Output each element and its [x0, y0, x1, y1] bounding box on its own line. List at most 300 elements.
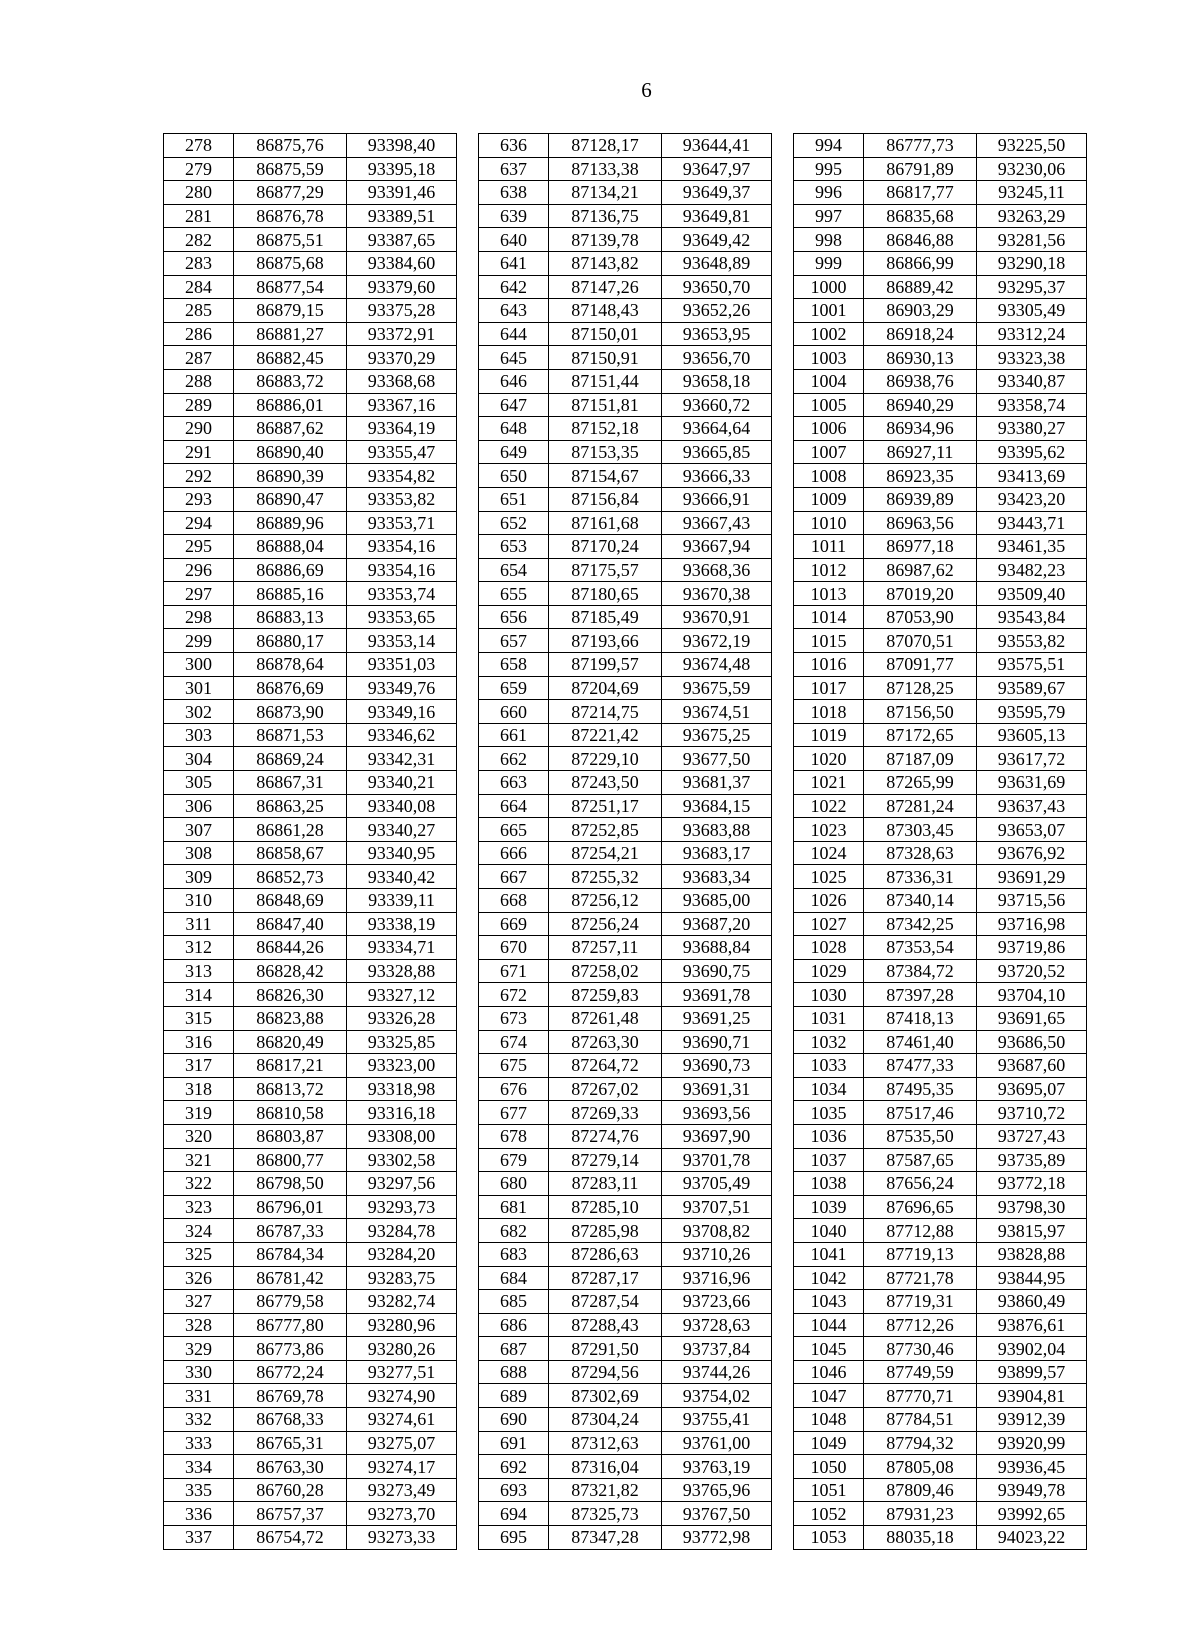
- table-row: [164, 700, 1087, 724]
- y-coordinate-cell: 93715,56: [977, 889, 1087, 913]
- x-coordinate-cell: 86869,24: [234, 747, 347, 771]
- column-gap: [457, 204, 479, 228]
- table-row: [164, 1455, 1087, 1479]
- x-coordinate-cell: 87304,24: [549, 1408, 662, 1432]
- column-gap: [457, 1242, 479, 1266]
- point-number-cell: 675: [479, 1054, 549, 1078]
- point-number-cell: 333: [164, 1431, 234, 1455]
- x-coordinate-cell: 86963,56: [864, 511, 977, 535]
- x-coordinate-cell: 87730,46: [864, 1337, 977, 1361]
- y-coordinate-cell: 93904,81: [977, 1384, 1087, 1408]
- x-coordinate-cell: 87794,32: [864, 1431, 977, 1455]
- y-coordinate-cell: 93338,19: [347, 912, 457, 936]
- point-number-cell: 647: [479, 393, 549, 417]
- table-row: [164, 134, 1087, 158]
- y-coordinate-cell: 93398,40: [347, 134, 457, 158]
- point-number-cell: 653: [479, 535, 549, 559]
- column-gap: [457, 747, 479, 771]
- point-number-cell: 1043: [794, 1290, 864, 1314]
- column-gap: [772, 322, 794, 346]
- column-gap: [772, 346, 794, 370]
- column-gap: [772, 912, 794, 936]
- point-number-cell: 286: [164, 322, 234, 346]
- x-coordinate-cell: 86890,40: [234, 440, 347, 464]
- table-row: [164, 889, 1087, 913]
- point-number-cell: 315: [164, 1006, 234, 1030]
- y-coordinate-cell: 93334,71: [347, 936, 457, 960]
- y-coordinate-cell: 93379,60: [347, 275, 457, 299]
- column-gap: [772, 653, 794, 677]
- table-row: [164, 1526, 1087, 1550]
- point-number-cell: 1023: [794, 818, 864, 842]
- y-coordinate-cell: 93691,78: [662, 983, 772, 1007]
- column-gap: [772, 1502, 794, 1526]
- y-coordinate-cell: 93660,72: [662, 393, 772, 417]
- y-coordinate-cell: 93653,95: [662, 322, 772, 346]
- column-gap: [772, 889, 794, 913]
- y-coordinate-cell: 93649,81: [662, 204, 772, 228]
- point-number-cell: 998: [794, 228, 864, 252]
- y-coordinate-cell: 93395,18: [347, 157, 457, 181]
- point-number-cell: 330: [164, 1360, 234, 1384]
- y-coordinate-cell: 93274,61: [347, 1408, 457, 1432]
- table-row: [164, 1219, 1087, 1243]
- column-gap: [772, 1054, 794, 1078]
- column-gap: [772, 582, 794, 606]
- table-row: [164, 1408, 1087, 1432]
- point-number-cell: 680: [479, 1172, 549, 1196]
- y-coordinate-cell: 93295,37: [977, 275, 1087, 299]
- column-gap: [457, 1360, 479, 1384]
- y-coordinate-cell: 93353,65: [347, 605, 457, 629]
- y-coordinate-cell: 93280,96: [347, 1313, 457, 1337]
- point-number-cell: 312: [164, 936, 234, 960]
- y-coordinate-cell: 93949,78: [977, 1478, 1087, 1502]
- y-coordinate-cell: 93443,71: [977, 511, 1087, 535]
- point-number-cell: 1010: [794, 511, 864, 535]
- point-number-cell: 662: [479, 747, 549, 771]
- table-row: [164, 1478, 1087, 1502]
- y-coordinate-cell: 93275,07: [347, 1431, 457, 1455]
- x-coordinate-cell: 87495,35: [864, 1077, 977, 1101]
- point-number-cell: 1032: [794, 1030, 864, 1054]
- y-coordinate-cell: 93323,38: [977, 346, 1087, 370]
- column-gap: [772, 605, 794, 629]
- y-coordinate-cell: 93649,42: [662, 228, 772, 252]
- y-coordinate-cell: 93992,65: [977, 1502, 1087, 1526]
- column-gap: [457, 1478, 479, 1502]
- x-coordinate-cell: 86826,30: [234, 983, 347, 1007]
- column-gap: [772, 1384, 794, 1408]
- y-coordinate-cell: 93688,84: [662, 936, 772, 960]
- point-number-cell: 1014: [794, 605, 864, 629]
- x-coordinate-cell: 87712,88: [864, 1219, 977, 1243]
- y-coordinate-cell: 93575,51: [977, 653, 1087, 677]
- column-gap: [772, 511, 794, 535]
- column-gap: [457, 1526, 479, 1550]
- y-coordinate-cell: 93720,52: [977, 959, 1087, 983]
- x-coordinate-cell: 87134,21: [549, 181, 662, 205]
- point-number-cell: 679: [479, 1148, 549, 1172]
- y-coordinate-cell: 93844,95: [977, 1266, 1087, 1290]
- x-coordinate-cell: 87151,44: [549, 369, 662, 393]
- point-number-cell: 1037: [794, 1148, 864, 1172]
- column-gap: [457, 1455, 479, 1479]
- x-coordinate-cell: 86873,90: [234, 700, 347, 724]
- column-gap: [457, 1077, 479, 1101]
- point-number-cell: 295: [164, 535, 234, 559]
- column-gap: [772, 1337, 794, 1361]
- y-coordinate-cell: 93312,24: [977, 322, 1087, 346]
- column-gap: [457, 440, 479, 464]
- y-coordinate-cell: 93274,17: [347, 1455, 457, 1479]
- point-number-cell: 293: [164, 487, 234, 511]
- x-coordinate-cell: 87784,51: [864, 1408, 977, 1432]
- y-coordinate-cell: 93772,98: [662, 1526, 772, 1550]
- point-number-cell: 646: [479, 369, 549, 393]
- x-coordinate-cell: 87312,63: [549, 1431, 662, 1455]
- y-coordinate-cell: 93354,82: [347, 464, 457, 488]
- x-coordinate-cell: 87285,10: [549, 1195, 662, 1219]
- y-coordinate-cell: 93828,88: [977, 1242, 1087, 1266]
- x-coordinate-cell: 86846,88: [864, 228, 977, 252]
- column-gap: [772, 936, 794, 960]
- y-coordinate-cell: 93716,98: [977, 912, 1087, 936]
- point-number-cell: 654: [479, 558, 549, 582]
- x-coordinate-cell: 86823,88: [234, 1006, 347, 1030]
- x-coordinate-cell: 86889,96: [234, 511, 347, 535]
- y-coordinate-cell: 93672,19: [662, 629, 772, 653]
- point-number-cell: 305: [164, 771, 234, 795]
- table-row: [164, 1077, 1087, 1101]
- x-coordinate-cell: 86773,86: [234, 1337, 347, 1361]
- x-coordinate-cell: 87302,69: [549, 1384, 662, 1408]
- column-gap: [772, 865, 794, 889]
- column-gap: [772, 1266, 794, 1290]
- point-number-cell: 1020: [794, 747, 864, 771]
- column-gap: [772, 629, 794, 653]
- table-row: [164, 582, 1087, 606]
- point-number-cell: 283: [164, 251, 234, 275]
- column-gap: [457, 558, 479, 582]
- x-coordinate-cell: 86760,28: [234, 1478, 347, 1502]
- y-coordinate-cell: 93697,90: [662, 1124, 772, 1148]
- y-coordinate-cell: 93509,40: [977, 582, 1087, 606]
- y-coordinate-cell: 93340,08: [347, 794, 457, 818]
- y-coordinate-cell: 93482,23: [977, 558, 1087, 582]
- point-number-cell: 694: [479, 1502, 549, 1526]
- y-coordinate-cell: 93767,50: [662, 1502, 772, 1526]
- x-coordinate-cell: 86754,72: [234, 1526, 347, 1550]
- point-number-cell: 1004: [794, 369, 864, 393]
- x-coordinate-cell: 87770,71: [864, 1384, 977, 1408]
- table-row: [164, 393, 1087, 417]
- point-number-cell: 660: [479, 700, 549, 724]
- column-gap: [772, 1101, 794, 1125]
- column-gap: [772, 1124, 794, 1148]
- x-coordinate-cell: 86820,49: [234, 1030, 347, 1054]
- point-number-cell: 669: [479, 912, 549, 936]
- x-coordinate-cell: 87269,33: [549, 1101, 662, 1125]
- x-coordinate-cell: 86875,59: [234, 157, 347, 181]
- x-coordinate-cell: 87281,24: [864, 794, 977, 818]
- point-number-cell: 1029: [794, 959, 864, 983]
- x-coordinate-cell: 87261,48: [549, 1006, 662, 1030]
- x-coordinate-cell: 87204,69: [549, 676, 662, 700]
- point-number-cell: 688: [479, 1360, 549, 1384]
- point-number-cell: 657: [479, 629, 549, 653]
- point-number-cell: 648: [479, 417, 549, 441]
- point-number-cell: 304: [164, 747, 234, 771]
- y-coordinate-cell: 93727,43: [977, 1124, 1087, 1148]
- y-coordinate-cell: 93670,38: [662, 582, 772, 606]
- y-coordinate-cell: 93666,91: [662, 487, 772, 511]
- x-coordinate-cell: 86852,73: [234, 865, 347, 889]
- table-row: [164, 676, 1087, 700]
- x-coordinate-cell: 86940,29: [864, 393, 977, 417]
- y-coordinate-cell: 93687,60: [977, 1054, 1087, 1078]
- y-coordinate-cell: 93305,49: [977, 299, 1087, 323]
- y-coordinate-cell: 93543,84: [977, 605, 1087, 629]
- column-gap: [772, 1195, 794, 1219]
- x-coordinate-cell: 87128,25: [864, 676, 977, 700]
- x-coordinate-cell: 87180,65: [549, 582, 662, 606]
- x-coordinate-cell: 87053,90: [864, 605, 977, 629]
- column-gap: [457, 275, 479, 299]
- x-coordinate-cell: 87279,14: [549, 1148, 662, 1172]
- column-gap: [457, 299, 479, 323]
- point-number-cell: 1017: [794, 676, 864, 700]
- table-row: [164, 228, 1087, 252]
- point-number-cell: 1013: [794, 582, 864, 606]
- y-coordinate-cell: 93701,78: [662, 1148, 772, 1172]
- point-number-cell: 677: [479, 1101, 549, 1125]
- point-number-cell: 331: [164, 1384, 234, 1408]
- column-gap: [457, 1290, 479, 1314]
- point-number-cell: 1008: [794, 464, 864, 488]
- point-number-cell: 1045: [794, 1337, 864, 1361]
- y-coordinate-cell: 93920,99: [977, 1431, 1087, 1455]
- column-gap: [772, 723, 794, 747]
- point-number-cell: 649: [479, 440, 549, 464]
- coordinates-table: [163, 133, 1087, 1550]
- point-number-cell: 676: [479, 1077, 549, 1101]
- point-number-cell: 311: [164, 912, 234, 936]
- y-coordinate-cell: 93358,74: [977, 393, 1087, 417]
- point-number-cell: 659: [479, 676, 549, 700]
- table-row: [164, 157, 1087, 181]
- y-coordinate-cell: 93342,31: [347, 747, 457, 771]
- x-coordinate-cell: 86871,53: [234, 723, 347, 747]
- point-number-cell: 1007: [794, 440, 864, 464]
- point-number-cell: 1009: [794, 487, 864, 511]
- y-coordinate-cell: 93605,13: [977, 723, 1087, 747]
- x-coordinate-cell: 86813,72: [234, 1077, 347, 1101]
- y-coordinate-cell: 93710,72: [977, 1101, 1087, 1125]
- point-number-cell: 278: [164, 134, 234, 158]
- x-coordinate-cell: 87696,65: [864, 1195, 977, 1219]
- y-coordinate-cell: 93735,89: [977, 1148, 1087, 1172]
- column-gap: [772, 1455, 794, 1479]
- point-number-cell: 638: [479, 181, 549, 205]
- x-coordinate-cell: 87185,49: [549, 605, 662, 629]
- point-number-cell: 1022: [794, 794, 864, 818]
- point-number-cell: 658: [479, 653, 549, 677]
- x-coordinate-cell: 87252,85: [549, 818, 662, 842]
- point-number-cell: 686: [479, 1313, 549, 1337]
- y-coordinate-cell: 93277,51: [347, 1360, 457, 1384]
- point-number-cell: 1046: [794, 1360, 864, 1384]
- point-number-cell: 1040: [794, 1219, 864, 1243]
- point-number-cell: 1048: [794, 1408, 864, 1432]
- point-number-cell: 294: [164, 511, 234, 535]
- y-coordinate-cell: 94023,22: [977, 1526, 1087, 1550]
- x-coordinate-cell: 86803,87: [234, 1124, 347, 1148]
- y-coordinate-cell: 93318,98: [347, 1077, 457, 1101]
- y-coordinate-cell: 93327,12: [347, 983, 457, 1007]
- x-coordinate-cell: 87154,67: [549, 464, 662, 488]
- x-coordinate-cell: 86847,40: [234, 912, 347, 936]
- y-coordinate-cell: 93328,88: [347, 959, 457, 983]
- point-number-cell: 644: [479, 322, 549, 346]
- y-coordinate-cell: 93290,18: [977, 251, 1087, 275]
- x-coordinate-cell: 86927,11: [864, 440, 977, 464]
- y-coordinate-cell: 93284,78: [347, 1219, 457, 1243]
- x-coordinate-cell: 87263,30: [549, 1030, 662, 1054]
- y-coordinate-cell: 93391,46: [347, 181, 457, 205]
- y-coordinate-cell: 93772,18: [977, 1172, 1087, 1196]
- x-coordinate-cell: 87256,24: [549, 912, 662, 936]
- y-coordinate-cell: 93340,42: [347, 865, 457, 889]
- column-gap: [457, 157, 479, 181]
- point-number-cell: 318: [164, 1077, 234, 1101]
- x-coordinate-cell: 86889,42: [864, 275, 977, 299]
- x-coordinate-cell: 86877,29: [234, 181, 347, 205]
- column-gap: [772, 818, 794, 842]
- x-coordinate-cell: 86886,01: [234, 393, 347, 417]
- point-number-cell: 1044: [794, 1313, 864, 1337]
- column-gap: [457, 1030, 479, 1054]
- point-number-cell: 280: [164, 181, 234, 205]
- y-coordinate-cell: 93302,58: [347, 1148, 457, 1172]
- x-coordinate-cell: 87712,26: [864, 1313, 977, 1337]
- y-coordinate-cell: 93691,25: [662, 1006, 772, 1030]
- x-coordinate-cell: 86903,29: [864, 299, 977, 323]
- column-gap: [772, 393, 794, 417]
- column-gap: [457, 511, 479, 535]
- column-gap: [457, 322, 479, 346]
- x-coordinate-cell: 86784,34: [234, 1242, 347, 1266]
- x-coordinate-cell: 86772,24: [234, 1360, 347, 1384]
- x-coordinate-cell: 87133,38: [549, 157, 662, 181]
- x-coordinate-cell: 87719,13: [864, 1242, 977, 1266]
- y-coordinate-cell: 93648,89: [662, 251, 772, 275]
- x-coordinate-cell: 86883,13: [234, 605, 347, 629]
- point-number-cell: 673: [479, 1006, 549, 1030]
- y-coordinate-cell: 93652,26: [662, 299, 772, 323]
- x-coordinate-cell: 86890,39: [234, 464, 347, 488]
- column-gap: [772, 369, 794, 393]
- x-coordinate-cell: 87340,14: [864, 889, 977, 913]
- point-number-cell: 651: [479, 487, 549, 511]
- x-coordinate-cell: 87283,11: [549, 1172, 662, 1196]
- x-coordinate-cell: 87148,43: [549, 299, 662, 323]
- column-gap: [457, 1172, 479, 1196]
- table-row: [164, 629, 1087, 653]
- y-coordinate-cell: 93389,51: [347, 204, 457, 228]
- x-coordinate-cell: 87274,76: [549, 1124, 662, 1148]
- y-coordinate-cell: 93685,00: [662, 889, 772, 913]
- column-gap: [772, 464, 794, 488]
- y-coordinate-cell: 93644,41: [662, 134, 772, 158]
- x-coordinate-cell: 86769,78: [234, 1384, 347, 1408]
- column-gap: [772, 134, 794, 158]
- column-gap: [772, 959, 794, 983]
- y-coordinate-cell: 93656,70: [662, 346, 772, 370]
- column-gap: [457, 417, 479, 441]
- column-gap: [772, 841, 794, 865]
- x-coordinate-cell: 87175,57: [549, 558, 662, 582]
- column-gap: [772, 1148, 794, 1172]
- x-coordinate-cell: 86879,15: [234, 299, 347, 323]
- column-gap: [772, 1408, 794, 1432]
- x-coordinate-cell: 87461,40: [864, 1030, 977, 1054]
- x-coordinate-cell: 87287,17: [549, 1266, 662, 1290]
- point-number-cell: 655: [479, 582, 549, 606]
- y-coordinate-cell: 93693,56: [662, 1101, 772, 1125]
- x-coordinate-cell: 86787,33: [234, 1219, 347, 1243]
- table-row: [164, 605, 1087, 629]
- x-coordinate-cell: 86796,01: [234, 1195, 347, 1219]
- x-coordinate-cell: 86798,50: [234, 1172, 347, 1196]
- x-coordinate-cell: 87243,50: [549, 771, 662, 795]
- column-gap: [772, 1313, 794, 1337]
- y-coordinate-cell: 93375,28: [347, 299, 457, 323]
- x-coordinate-cell: 86930,13: [864, 346, 977, 370]
- y-coordinate-cell: 93351,03: [347, 653, 457, 677]
- point-number-cell: 1053: [794, 1526, 864, 1550]
- point-number-cell: 994: [794, 134, 864, 158]
- x-coordinate-cell: 86875,51: [234, 228, 347, 252]
- y-coordinate-cell: 93353,74: [347, 582, 457, 606]
- column-gap: [457, 912, 479, 936]
- y-coordinate-cell: 93674,48: [662, 653, 772, 677]
- y-coordinate-cell: 93683,88: [662, 818, 772, 842]
- x-coordinate-cell: 87384,72: [864, 959, 977, 983]
- point-number-cell: 1028: [794, 936, 864, 960]
- y-coordinate-cell: 93308,00: [347, 1124, 457, 1148]
- point-number-cell: 1031: [794, 1006, 864, 1030]
- x-coordinate-cell: 87418,13: [864, 1006, 977, 1030]
- y-coordinate-cell: 93553,82: [977, 629, 1087, 653]
- table-row: [164, 535, 1087, 559]
- column-gap: [457, 723, 479, 747]
- x-coordinate-cell: 87347,28: [549, 1526, 662, 1550]
- column-gap: [457, 983, 479, 1007]
- point-number-cell: 693: [479, 1478, 549, 1502]
- point-number-cell: 683: [479, 1242, 549, 1266]
- y-coordinate-cell: 93695,07: [977, 1077, 1087, 1101]
- y-coordinate-cell: 93665,85: [662, 440, 772, 464]
- point-number-cell: 1026: [794, 889, 864, 913]
- y-coordinate-cell: 93349,16: [347, 700, 457, 724]
- y-coordinate-cell: 93595,79: [977, 700, 1087, 724]
- point-number-cell: 1033: [794, 1054, 864, 1078]
- column-gap: [772, 417, 794, 441]
- y-coordinate-cell: 93367,16: [347, 393, 457, 417]
- column-gap: [772, 299, 794, 323]
- point-number-cell: 692: [479, 1455, 549, 1479]
